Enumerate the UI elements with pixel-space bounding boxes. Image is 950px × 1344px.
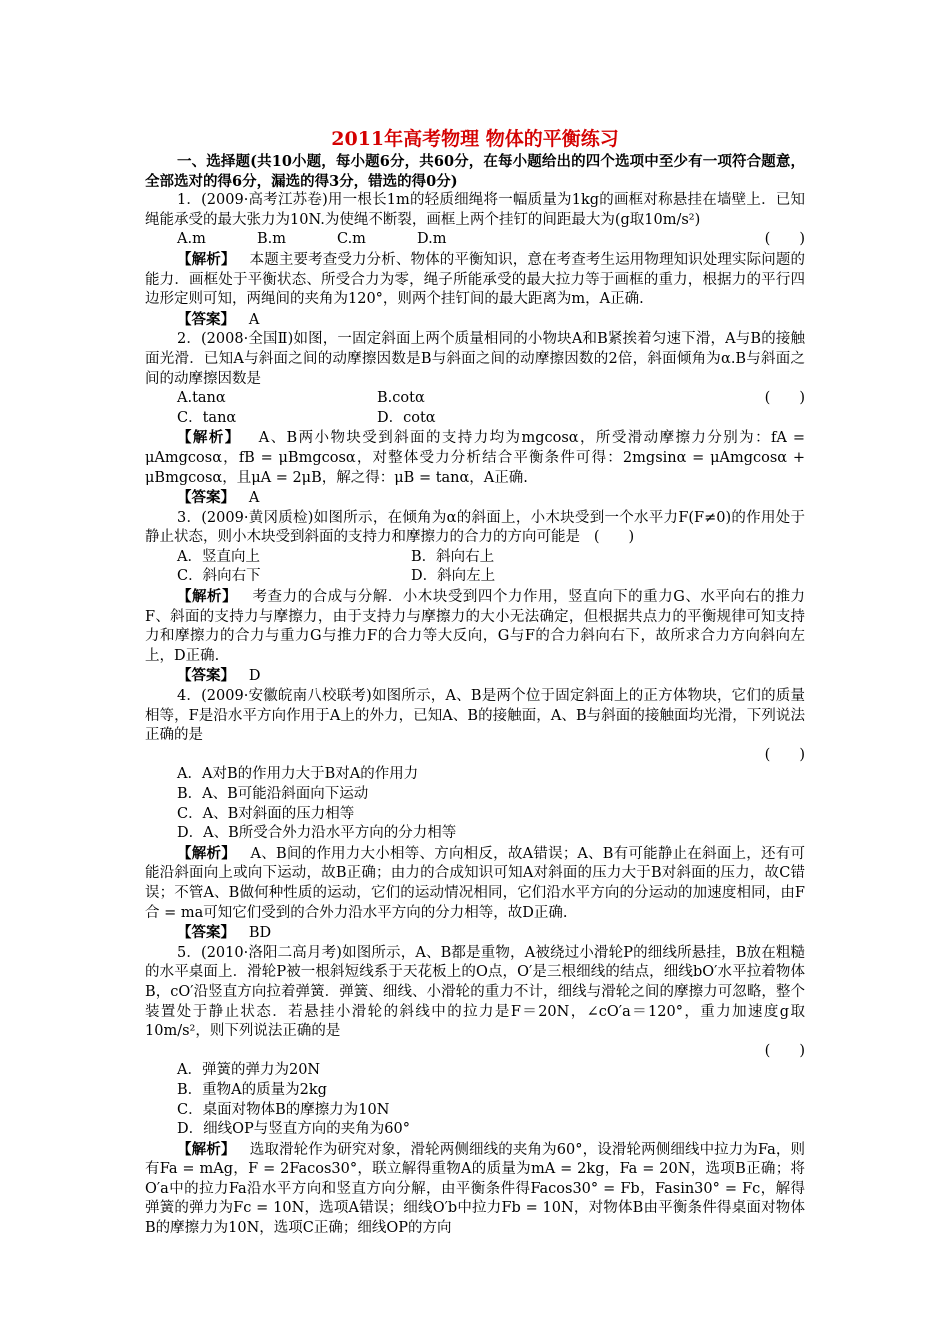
question-2-analysis: 【解析】 A、B两小物块受到斜面的支持力均为mgcosα，所受滑动摩擦力分别为：fA = μAmgcosα，fB = μBmgcosα，对整体受力分析结合平衡条件可得：2mgsinα = μAmgcosα + μBmgcosα，且μA = 2μB，解之得：μB = tanα，A正确. bbox=[145, 429, 805, 486]
option-b: B．斜向右上 bbox=[411, 548, 495, 565]
question-5-stem: 5．(2010·洛阳二高月考)如图所示，A、B都是重物，A被绕过小滑轮P的细线所悬挂，B放在粗糙的水平桌面上．滑轮P被一根斜短线系于天花板上的O点，O′是三根细线的结点，细线bO′水平拉着物体B，cO′沿竖直方向拉着弹簧．弹簧、细线、小滑轮的重力不计，细线与滑轮之间的摩擦力可忽略，整个装置处于静止状态．若悬挂小滑轮的斜线中的拉力是F＝20N，∠cO′a＝120°，重力加速度g取10m/s²，则下列说法正确的是 bbox=[145, 944, 805, 1040]
question-5-option-d: D．细线OP与竖直方向的夹角为60° bbox=[177, 1121, 410, 1138]
option-b: B.m bbox=[257, 231, 287, 248]
option-d: D.m bbox=[417, 231, 447, 248]
question-2-options-row1 bbox=[145, 389, 805, 409]
question-4-option-b: B．A、B可能沿斜面向下运动 bbox=[177, 786, 369, 802]
question-2-options-row2 bbox=[145, 409, 805, 429]
question-5-option-b: B．重物A的质量为2kg bbox=[177, 1081, 327, 1098]
question-3-analysis: 【解析】 考查力的合成与分解．小木块受到四个力作用，竖直向下的重力G、水平向右的推力F、斜面的支持力与摩擦力，由于支持力与摩擦力的大小无法确定，但根据共点力的平衡规律可知支持力和摩擦力的合力与重力G与推力F的合力等大反向，G与F的合力斜向右下，故所求合力方向斜向左上，D正确. bbox=[145, 588, 805, 664]
question-1-options bbox=[145, 230, 805, 250]
question-1-answer: 【答案】 A bbox=[177, 310, 260, 328]
question-1-stem: 1．(2009·高考江苏卷)用一根长1m的轻质细绳将一幅质量为1kg的画框对称悬挂在墙壁上．已知绳能承受的最大张力为10N.为使绳不断裂，画框上两个挂钉的间距最大为(g取10m/s²) bbox=[145, 192, 805, 228]
option-c: C．tanα bbox=[177, 409, 237, 426]
question-2-answer: 【答案】 A bbox=[177, 489, 260, 507]
option-a: A.m bbox=[177, 231, 206, 248]
option-c: C.m bbox=[337, 231, 366, 248]
question-4-option-a: A．A对B的作用力大于B对A的作用力 bbox=[177, 766, 419, 783]
question-5-paren: ( ) bbox=[764, 1042, 805, 1059]
question-5-analysis: 【解析】 选取滑轮作为研究对象，滑轮两侧细线的夹角为60°，设滑轮两侧细线中拉力为Fa，则有Fa = mAg，F = 2Facos30°，联立解得重物A的质量为mA = 2kg，Fa = 20N，选项B正确；将O′a中的拉力Fa沿水平方向和竖直方向分解，由平衡条件得Facos30° = Fb，Fasin30° = Fc，解得弹簧的弹力为Fc = 10N，选项A错误；细线O′b中拉力Fb = 10N，对物体B由平衡条件得桌面对物体B的摩擦力为10N，选项C正确；细线OP的方向 bbox=[145, 1140, 806, 1237]
document-page bbox=[145, 128, 805, 1239]
question-3-answer: 【答案】 D bbox=[177, 667, 261, 685]
section-header: 一、选择题(共10小题，每小题6分，共60分，在每小题给出的四个选项中至少有一项符合题意，全部选对的得6分，漏选的得3分，错选的得0分) bbox=[145, 153, 805, 190]
question-3-options-row2 bbox=[145, 567, 805, 587]
question-2-paren: ( ) bbox=[764, 390, 805, 407]
question-5-option-c: C．桌面对物体B的摩擦力为10N bbox=[177, 1101, 390, 1118]
question-4-paren: ( ) bbox=[764, 746, 805, 763]
question-3-paren: ( ) bbox=[593, 529, 635, 546]
option-b: B.cotα bbox=[377, 390, 425, 407]
question-4-option-d: D．A、B所受合外力沿水平方向的分力相等 bbox=[177, 825, 457, 842]
question-5-option-a: A．弹簧的弹力为20N bbox=[177, 1062, 321, 1079]
question-3-stem: 3．(2009·黄冈质检)如图所示，在倾角为α的斜面上，小木块受到一个水平力F(F≠0)的作用处于静止状态，则小木块受到斜面的支持力和摩擦力的合力的方向可能是 ( ) bbox=[145, 509, 805, 546]
question-2-stem: 2．(2008·全国Ⅱ)如图，一固定斜面上两个质量相同的小物块A和B紧挨着匀速下滑，A与B的接触面光滑．已知A与斜面之间的动摩擦因数是B与斜面之间的动摩擦因数的2倍，斜面倾角为α.B与斜面之间的动摩擦因数是 bbox=[145, 331, 805, 387]
question-4-stem: 4．(2009·安徽皖南八校联考)如图所示，A、B是两个位于固定斜面上的正方体物块，它们的质量相等，F是沿水平方向作用于A上的外力，已知A、B的接触面，A、B与斜面的接触面均光滑，下列说法正确的是 bbox=[145, 688, 805, 744]
question-4-answer: 【答案】 BD bbox=[177, 924, 272, 942]
option-d: D．cotα bbox=[377, 409, 436, 426]
option-a: A.tanα bbox=[177, 390, 226, 407]
question-3-options-row1 bbox=[145, 548, 805, 568]
question-1-analysis: 【解析】 本题主要考查受力分析、物体的平衡知识，意在考查考生运用物理知识处理实际问题的能力．画框处于平衡状态、所受合力为零，绳子所能承受的最大拉力等于画框的重力，根据力的平行四边形定则可知，两绳间的夹角为120°，则两个挂钉间的最大距离为m，A正确. bbox=[145, 250, 806, 308]
question-4-option-c: C．A、B对斜面的压力相等 bbox=[177, 805, 355, 822]
page-title: 2011年高考物理 物体的平衡练习 bbox=[331, 128, 619, 150]
question-1-paren: ( ) bbox=[764, 231, 805, 248]
question-4-analysis: 【解析】 A、B间的作用力大小相等、方向相反，故A错误；A、B有可能静止在斜面上，还有可能沿斜面向上或向下运动，故B正确；由力的合成知识可知A对斜面的压力大于B对斜面的压力，故C错误；不管A、B做何种性质的运动，它们的运动情况相同，它们沿水平方向的分运动的加速度相同，由F合 = ma可知它们受到的合外力沿水平方向的分力相等，故D正确. bbox=[145, 844, 805, 921]
option-a: A．竖直向上 bbox=[177, 548, 260, 565]
option-d: D．斜向左上 bbox=[411, 568, 496, 585]
option-c: C．斜向右下 bbox=[177, 568, 261, 585]
